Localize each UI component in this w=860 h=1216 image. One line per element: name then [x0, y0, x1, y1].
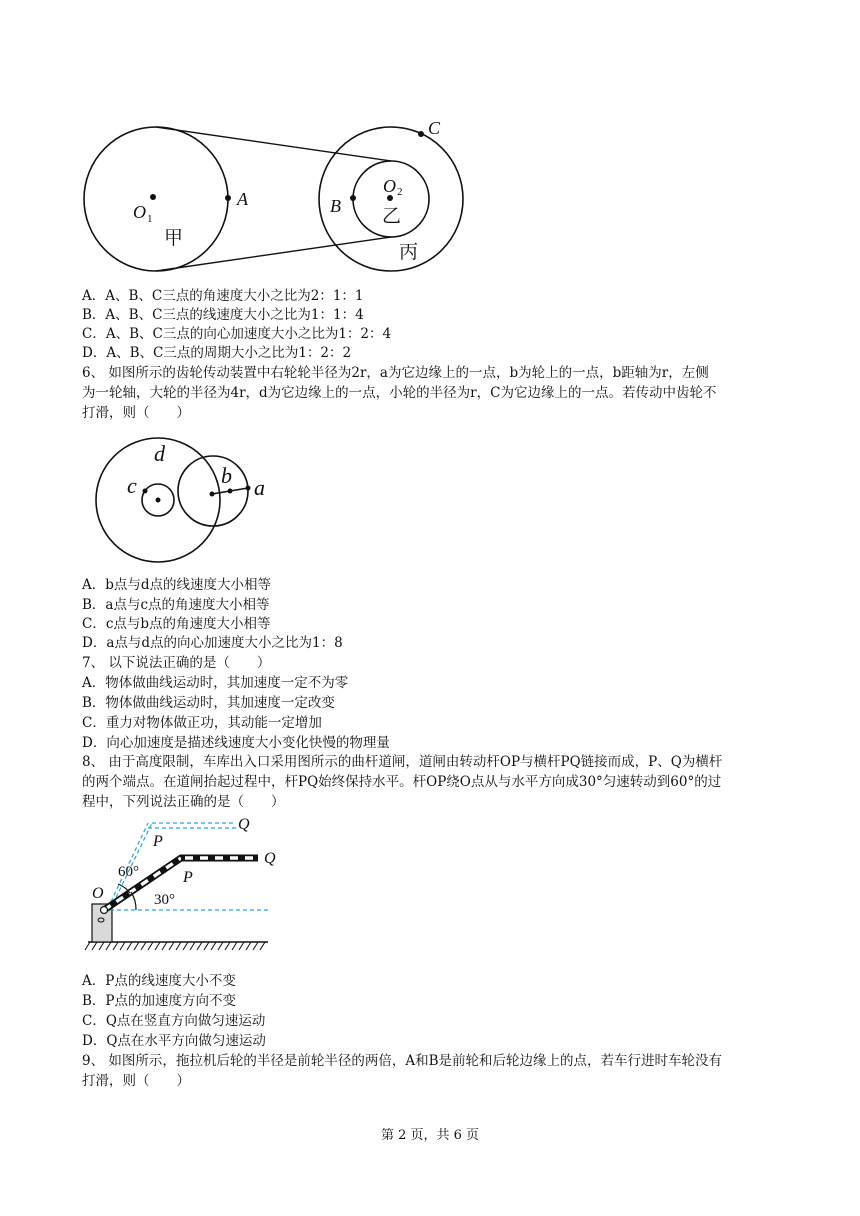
q7-option-d: D．向心加速度是描述线速度大小变化快慢的物理量	[82, 735, 390, 751]
q8-option-a: A．P点的线速度大小不变	[82, 973, 236, 989]
label-O2: O	[383, 176, 396, 196]
point-b	[228, 489, 233, 494]
belt-top	[156, 127, 391, 161]
q6-option-a: A．b点与d点的线速度大小相等	[82, 577, 272, 593]
label-yi: 乙	[382, 206, 402, 227]
label-A: A	[237, 189, 248, 209]
label-jia: 甲	[164, 228, 184, 249]
q5-option-a: A．A、B、C三点的角速度大小之比为2：1：1	[82, 288, 364, 304]
q7-option-b: B．物体做曲线运动时，其加速度一定改变	[82, 695, 335, 711]
label-d: d	[154, 441, 165, 466]
page-footer: 第 2 页，共 6 页	[380, 1128, 480, 1143]
q7-option-a: A．物体做曲线运动时，其加速度一定不为零	[82, 675, 349, 691]
q8-option-b: B．P点的加速度方向不变	[82, 993, 237, 1009]
label-O2-sub: 2	[397, 186, 403, 198]
belt-bottom	[156, 237, 391, 271]
q6-option-b: B．a点与c点的角速度大小相等	[82, 597, 270, 613]
point-C	[418, 131, 424, 137]
q7-option-c: C．重力对物体做正功，其动能一定增加	[82, 715, 322, 731]
point-O1	[150, 194, 156, 200]
q6-stem-line1: 6、 如图所示的齿轮传动装置中右轮轮半径为2r，a为它边缘上的一点，b为轮上的一点，b距轴为r，左侧	[82, 365, 709, 381]
q6-option-d: D．a点与d点的向心加速度大小之比为1：8	[82, 635, 343, 651]
label-b: b	[221, 463, 232, 488]
q5-option-c: C．A、B、C三点的向心加速度大小之比为1：2：4	[82, 326, 392, 342]
q5-option-b: B．A、B、C三点的线速度大小之比为1：1：4	[82, 307, 364, 323]
q8-option-c: C．Q点在竖直方向做匀速运动	[82, 1013, 266, 1029]
q6-option-c: C．c点与b点的角速度大小相等	[82, 616, 271, 632]
label-P-low: P	[183, 869, 193, 886]
label-C: C	[428, 118, 441, 138]
q9-stem-line2: 打滑，则（ ）	[82, 1073, 190, 1089]
axle-center-left	[156, 498, 161, 503]
label-c: c	[127, 473, 137, 498]
q8-option-d: D．Q点在水平方向做匀速运动	[82, 1033, 266, 1049]
q8-stem-line3: 程中，下列说法正确的是（ ）	[82, 794, 285, 810]
label-60: 60°	[118, 864, 139, 880]
label-a: a	[254, 475, 265, 500]
figure-belt-wheels	[80, 110, 480, 280]
point-c	[143, 489, 148, 494]
label-30: 30°	[154, 892, 175, 908]
q6-stem-line3: 打滑，则（ ）	[82, 405, 190, 421]
q7-stem: 7、 以下说法正确的是（ ）	[82, 655, 271, 671]
right-wheel	[178, 456, 248, 526]
q9-stem-line1: 9、 如图所示，拖拉机后轮的半径是前轮半径的两倍，A和B是前轮和后轮边缘上的点，若车行进时车轮没有	[82, 1053, 723, 1069]
label-Q-right: Q	[264, 850, 276, 867]
label-O1-sub: 1	[147, 213, 153, 225]
point-a	[246, 486, 251, 491]
pivot-O	[101, 907, 108, 914]
figure-gear-wheels	[90, 425, 280, 575]
wheel-jia	[84, 127, 228, 271]
label-Q-top: Q	[238, 816, 250, 833]
point-B	[350, 195, 356, 201]
ground-hatching	[85, 942, 265, 950]
label-O: O	[92, 885, 104, 902]
label-P-top: P	[153, 833, 163, 850]
point-A	[225, 195, 231, 201]
label-B: B	[330, 196, 341, 216]
figure-barrier-gate	[82, 812, 282, 962]
q5-option-d: D．A、B、C三点的周期大小之比为1：2：2	[82, 345, 352, 361]
label-bing: 丙	[399, 242, 419, 263]
label-O1: O	[133, 202, 146, 222]
q8-stem-line2: 的两个端点。在道闸抬起过程中，杆PQ始终保持水平。杆OP绕O点从与水平方向成30°匀速转动到60°的过	[82, 774, 722, 790]
q6-stem-line2: 为一轮轴，大轮的半径为4r，d为它边缘上的一点，小轮的半径为r，C为它边缘上的一点。若传动中齿轮不	[82, 385, 717, 401]
q8-stem-line1: 8、 由于高度限制，车库出入口采用图所示的曲杆道闸，道闸由转动杆OP与横杆PQ链接而成，P、Q为横杆	[82, 754, 723, 770]
